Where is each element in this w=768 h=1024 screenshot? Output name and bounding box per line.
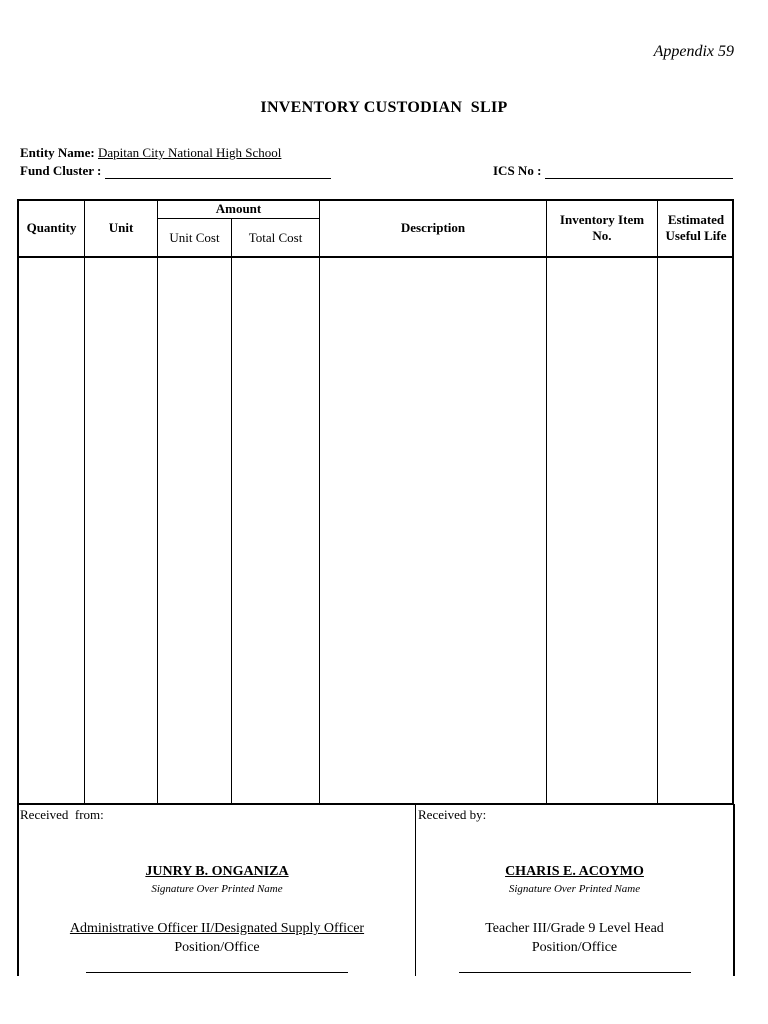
ics-no-row bbox=[493, 163, 733, 179]
page-title: INVENTORY CUSTODIAN SLIP bbox=[260, 99, 508, 116]
header-inventory-item-no bbox=[547, 212, 657, 244]
received-from-name: JUNRY B. ONGANIZA bbox=[145, 864, 289, 879]
received-from-signature-caption: Signature Over Printed Name bbox=[151, 883, 283, 895]
header-total-cost: Total Cost bbox=[248, 230, 303, 245]
header-inventory-item-no-line2: No. bbox=[592, 228, 612, 243]
received-from-signature-line[interactable] bbox=[86, 972, 348, 973]
fund-cluster-row bbox=[20, 163, 331, 179]
col-divider bbox=[157, 199, 158, 805]
inventory-table bbox=[17, 199, 734, 805]
entity-name-value: Dapitan City National High School bbox=[98, 145, 282, 160]
received-by-name: CHARIS E. ACOYMO bbox=[505, 864, 644, 879]
received-from-position: Administrative Officer II/Designated Supply Officer bbox=[69, 921, 365, 936]
header-amount: Amount bbox=[215, 201, 262, 216]
fund-cluster-field[interactable] bbox=[105, 166, 331, 179]
fund-cluster-label: Fund Cluster : bbox=[20, 163, 102, 178]
header-estimated-line2: Useful Life bbox=[665, 228, 727, 243]
col-divider bbox=[231, 218, 232, 805]
header-unit: Unit bbox=[108, 220, 134, 235]
header-divider bbox=[17, 256, 734, 258]
header-inventory-item-no-line1: Inventory Item bbox=[559, 212, 645, 227]
header-quantity: Quantity bbox=[26, 220, 77, 235]
entity-name-label: Entity Name: bbox=[20, 145, 95, 160]
received-by-position-caption: Position/Office bbox=[531, 940, 618, 955]
header-description: Description bbox=[400, 220, 466, 235]
received-from-label: Received from: bbox=[20, 807, 104, 822]
amount-subdivider bbox=[157, 218, 320, 219]
received-by-label: Received by: bbox=[418, 807, 487, 822]
entity-name-row bbox=[20, 145, 281, 161]
ics-no-field[interactable] bbox=[545, 166, 733, 179]
received-by-position: Teacher III/Grade 9 Level Head bbox=[485, 921, 664, 936]
col-divider bbox=[84, 199, 85, 805]
received-by-signature-caption: Signature Over Printed Name bbox=[508, 883, 641, 895]
received-by-signature-line[interactable] bbox=[459, 972, 691, 973]
header-estimated-line1: Estimated bbox=[667, 212, 725, 227]
ics-no-label: ICS No : bbox=[493, 163, 542, 178]
col-divider bbox=[319, 199, 320, 805]
appendix-label: Appendix 59 bbox=[653, 43, 734, 60]
header-estimated-useful-life bbox=[658, 212, 734, 244]
received-from-position-caption: Position/Office bbox=[174, 940, 260, 955]
col-divider bbox=[657, 199, 658, 805]
col-divider bbox=[546, 199, 547, 805]
header-unit-cost: Unit Cost bbox=[169, 230, 220, 245]
